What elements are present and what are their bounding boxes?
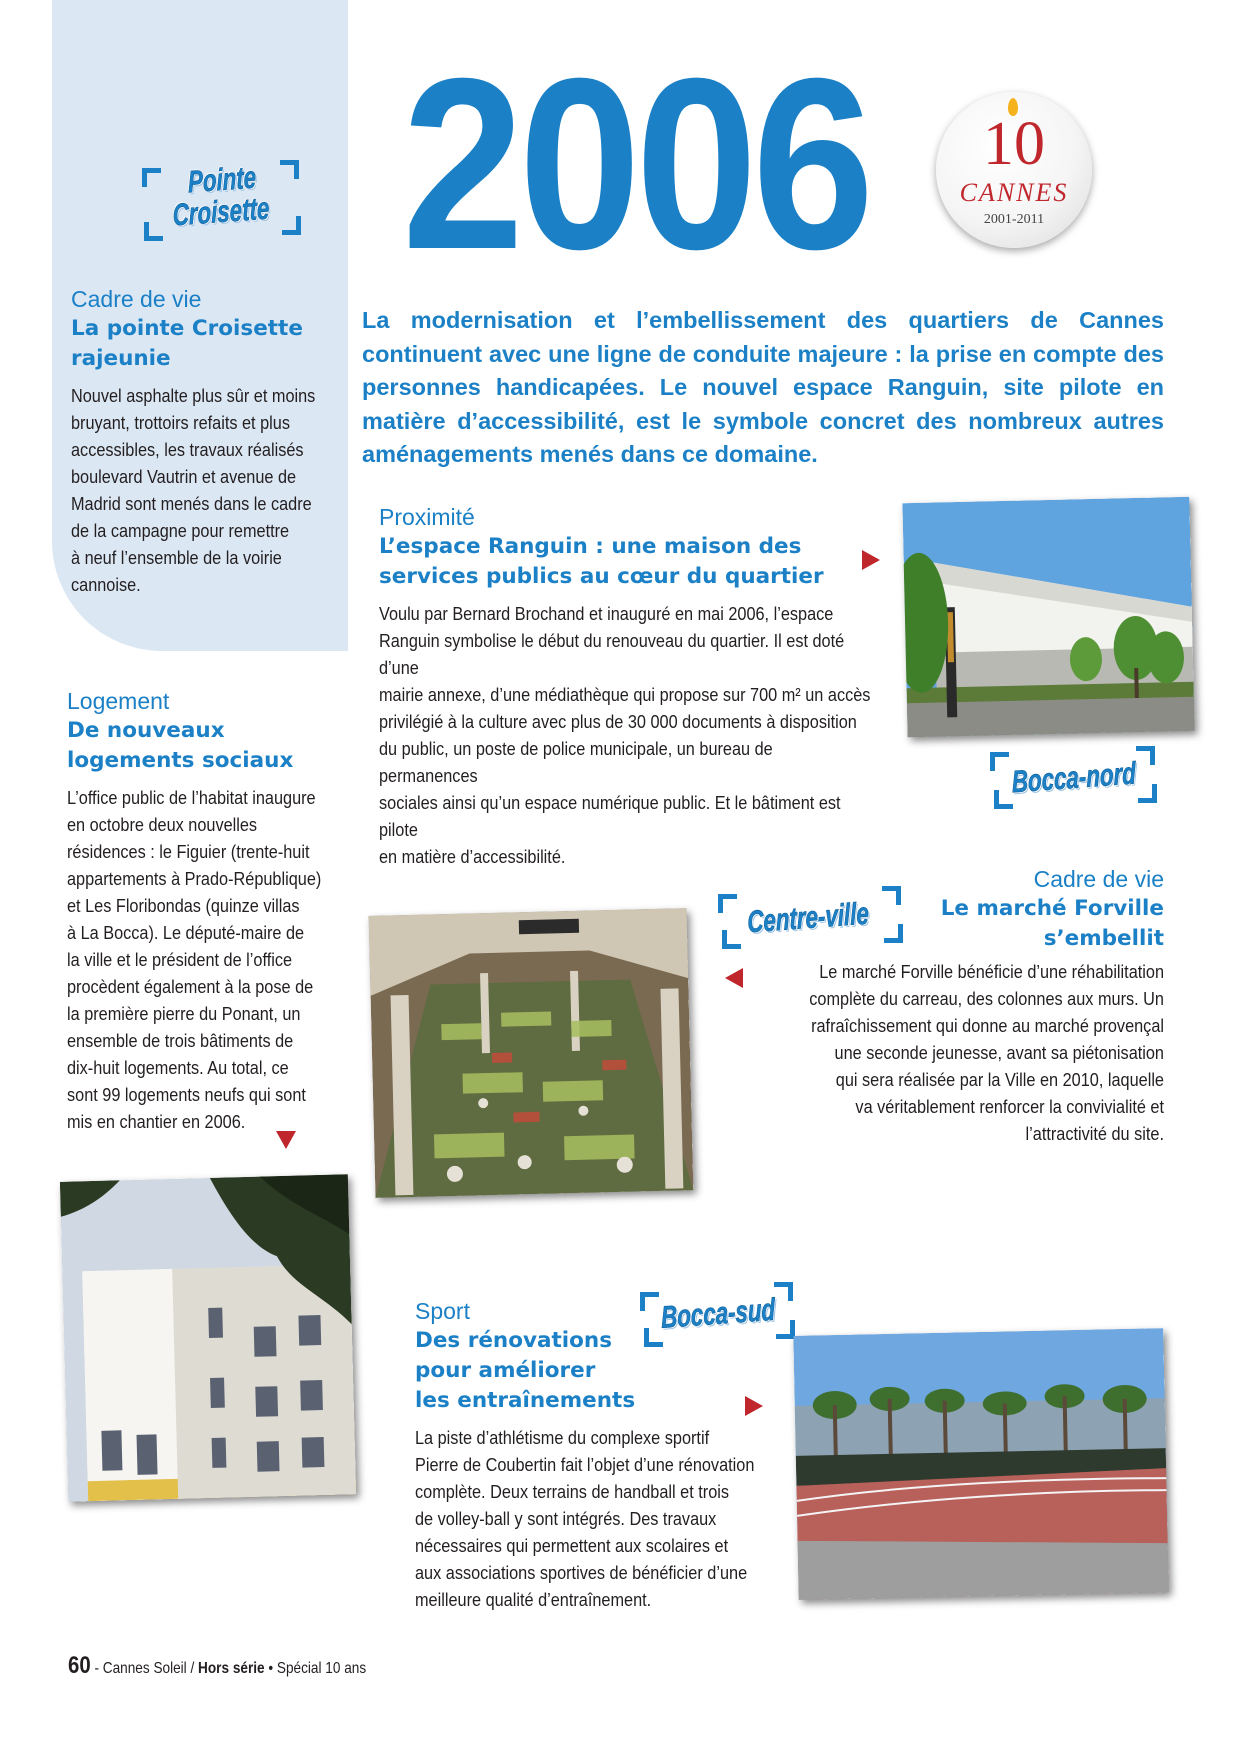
anniversary-logo xyxy=(936,92,1092,248)
right-arrow-icon xyxy=(745,1396,763,1416)
page-number: 60 xyxy=(68,1652,91,1679)
footer-publication: - Cannes Soleil / xyxy=(94,1660,195,1677)
year-heading: 2006 xyxy=(402,27,869,300)
article-croisette xyxy=(71,284,341,598)
tag-pointe-croisette xyxy=(140,156,300,242)
article-text: Nouvel asphalte plus sûr et moins bruyant, trottoirs refaits et plus accessibles, les travaux réalisés boulevard Vautrin et avenue de Madrid sont menés dans le cadre de la campagne pour remettre à neuf l’ensemble de la voirie cannoise. xyxy=(71,385,316,595)
footer-edition: Hors série xyxy=(198,1660,265,1677)
page-footer xyxy=(68,1652,366,1680)
article-text: L’office public de l’habitat inaugure en octobre deux nouvelles résidences : le Figuier (trente-huit appartements à Prado-République) et Les Floribondas (quinze villas à La Bocca). Le député-maire de la ville et le président de l’office procèdent également à la pose de la première pierre du Ponant, un ensemble de trois bâtiments de dix-huit logements. Au total, ce sont 99 logements neufs qui sont mis en chantier en 2006. xyxy=(67,787,322,1132)
article-sport xyxy=(415,1296,755,1613)
article-text: Voulu par Bernard Brochand et inauguré en mai 2006, l’espace Ranguin symbolise le début du renouveau du quartier. Il est doté d’une mairie annexe, d’une médiathèque qui propose sur 700 m² un accès privilégié à la culture avec plus de 30 000 documents à disposition du public, un poste de police municipale, un bureau de permanences sociales ainsi qu’un espace numérique public. Et le bâtiment est pilote en matière d’accessibilité. xyxy=(379,603,871,867)
intro-paragraph: La modernisation et l’embellissement des quartiers de Cannes continuent avec une ligne de conduite majeure : la prise en compte des personnes handicapées. Le nouvel espace Ranguin, site pilote en matière d’accessibilité, est le symbole concret des nombreux autres aménagements menés dans ce domaine. xyxy=(362,307,1164,468)
article-title-line: L’espace Ranguin : une maison des xyxy=(379,534,802,559)
article-category: Cadre de vie xyxy=(1033,866,1164,892)
tag-bocca-nord xyxy=(988,746,1158,812)
article-title-line: services publics au cœur du quartier xyxy=(379,564,824,589)
article-text-forville: Le marché Forville bénéficie d’une réhabilitation complète du carreau, des colonnes aux murs. Un rafraîchissement qui donne au marché provençal une seconde jeunesse, avant sa piétonisation qui sera réalisée par la Ville en 2010, laquelle va véritablement renforcer la convivialité et l’attractivité du site. xyxy=(809,961,1164,1144)
article-title-line: rajeunie xyxy=(71,346,171,371)
article-ranguin xyxy=(379,502,899,870)
article-title-line: De nouveaux xyxy=(67,718,225,743)
article-text: La piste d’athlétisme du complexe sportif Pierre de Coubertin fait l’objet d’une rénovation complète. Deux terrains de handball et trois de volley-ball y sont intégrés. Des travaux nécessaires qui permettent aux scolaires et aux associations sportives de bénéficier d’une meilleure qualité d’entraînement. xyxy=(415,1427,755,1610)
footer-special: • Spécial 10 ans xyxy=(268,1660,367,1677)
logo-name: CANNES xyxy=(959,178,1069,207)
photo-piste-athletisme xyxy=(793,1328,1168,1600)
article-title-line: La pointe Croisette xyxy=(71,316,303,341)
article-title-line: logements sociaux xyxy=(67,748,294,773)
article-title-line: les entraînements xyxy=(415,1388,636,1413)
photo-marche-forville xyxy=(369,908,694,1198)
article-title-line: s’embellit xyxy=(1043,926,1164,951)
tag-bocca-nord-label: Bocca-nord xyxy=(1011,755,1137,800)
logo-number: 10 xyxy=(983,110,1045,178)
article-category: Proximité xyxy=(379,504,475,530)
tag-pointe-line1: Pointe xyxy=(187,159,257,200)
article-title-line: Des rénovations xyxy=(415,1328,613,1353)
tag-bocca-sud-label: Bocca-sud xyxy=(660,1291,776,1335)
logo-years: 2001-2011 xyxy=(983,212,1045,227)
article-title-line: pour améliorer xyxy=(415,1358,596,1383)
photo-espace-ranguin xyxy=(902,497,1194,737)
article-category: Cadre de vie xyxy=(71,286,202,312)
tag-centre-ville-label: Centre-ville xyxy=(746,895,870,940)
article-category: Logement xyxy=(67,688,170,714)
article-title-line: Le marché Forville xyxy=(940,896,1164,921)
right-arrow-icon xyxy=(862,550,880,570)
article-logement xyxy=(67,686,347,1135)
article-category: Sport xyxy=(415,1298,470,1324)
down-arrow-icon xyxy=(276,1131,296,1149)
article-forville xyxy=(760,864,1164,954)
tag-pointe-line2: Croisette xyxy=(172,190,270,233)
photo-housing-building xyxy=(60,1174,356,1501)
